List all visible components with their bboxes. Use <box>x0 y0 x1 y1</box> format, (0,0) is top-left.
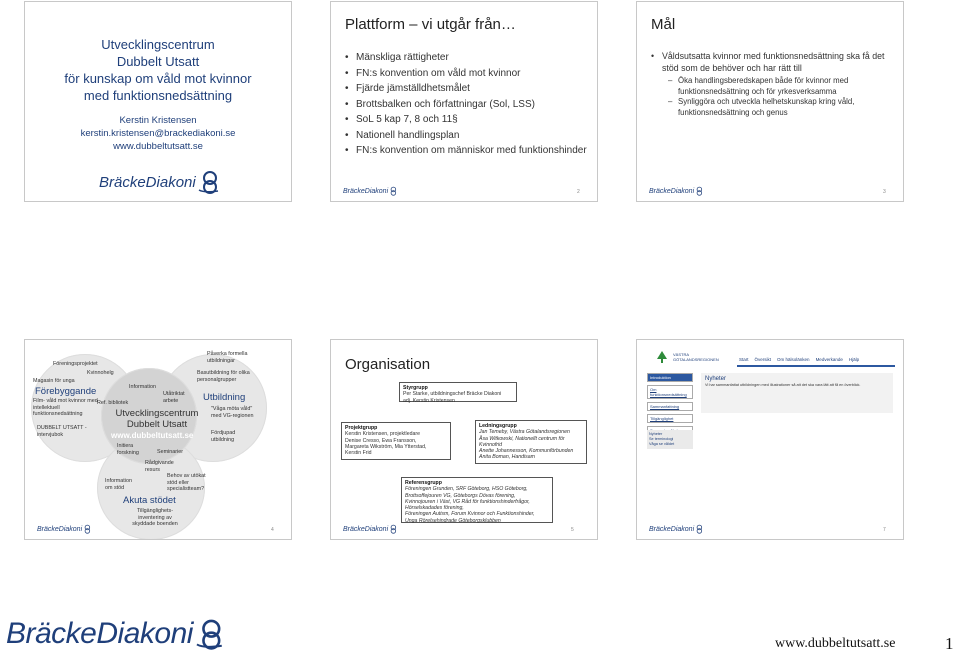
title-line: för kunskap om våld mot kvinnor <box>64 71 252 86</box>
title-line: Dubbelt Utsatt <box>116 54 200 69</box>
logo-mark-icon <box>193 617 227 651</box>
box-line: Unga Rörelsehindrade Göteborgsklubben <box>405 517 501 524</box>
slide-4 <box>24 339 292 540</box>
bullet-item: • SoL 5 kap 7, 8 och 11§ <box>345 112 587 128</box>
logo-text: BräckeDiakoni <box>343 525 389 533</box>
box-line: adj. Kerstin Kristensen <box>403 397 455 404</box>
footer-url: www.dubbeltutsatt.se <box>775 636 896 651</box>
venn-label: Basutbildning för olika personalgrupper <box>197 370 250 383</box>
slide-6 <box>636 339 904 540</box>
box-line: Kvinnofrid <box>479 441 503 448</box>
venn-center-title <box>109 408 205 430</box>
bullet-item: • Fjärde jämställdhetsmålet <box>345 81 587 97</box>
slide-1-title <box>25 36 291 104</box>
venn-label: Information <box>129 384 156 390</box>
slide-5 <box>330 339 598 540</box>
box-line: Per Starke, utbildningschef Bräcke Diakoni <box>403 391 502 398</box>
venn-label: Magasin för unga <box>33 378 75 384</box>
box-line: Brottsoffejouren VG, Göteborgs Dövas förening, <box>405 492 516 499</box>
nav-rule <box>737 365 895 367</box>
nav-link[interactable]: Hjälp <box>848 357 860 362</box>
sub-bullet-item: – Synliggöra och utveckla helhetskunskap kring våld, funktionsnedsättning och genus <box>668 97 893 118</box>
sub-bullet-item: – Öka handlingsberedskapen både för kvinnor med funktionsnedsättning och för yrkesverksamma <box>668 76 893 97</box>
slide-1-contact <box>25 114 291 153</box>
bracke-logo <box>99 170 222 194</box>
venn-label: Film- våld mot kvinnor med intellektuell funktionsnedsättning <box>33 398 98 417</box>
box-line: Kerstin Frid <box>345 450 372 457</box>
box-heading: Projektgrupp <box>345 425 378 431</box>
logo-mark-icon <box>388 524 398 534</box>
vgr-tree-icon <box>655 350 669 364</box>
website-header <box>647 348 895 368</box>
side-line[interactable]: Se terminologi <box>649 437 674 441</box>
box-heading: Styrgrupp <box>403 385 428 391</box>
venn-label: Behov av utökat stöd eller specialistteam? <box>167 473 206 492</box>
bracke-logo <box>37 524 92 534</box>
slide-number: 2 <box>577 189 580 195</box>
logo-text: BräckeDiakoni <box>649 187 695 195</box>
website-brand: VÄSTRA GÖTALANDSREGIONEN <box>673 352 719 362</box>
website-nav <box>739 357 859 362</box>
bullet-item: • Nationell handlingsplan <box>345 128 587 144</box>
styrgrupp-box <box>399 382 517 402</box>
box-heading: Ledningsgrupp <box>479 423 517 429</box>
box-line: Denise Cresso, Ewa Fransson, <box>345 437 417 444</box>
slide-3-title: Mål <box>651 16 676 33</box>
venn-label: Påverka formella utbildningar <box>207 351 248 364</box>
venn-center-url: www.dubbeltutsatt.se <box>111 431 194 440</box>
bracke-logo <box>649 186 704 196</box>
slide-number: 7 <box>883 527 886 533</box>
bracke-logo <box>343 186 398 196</box>
venn-label: Information om stöd <box>105 478 132 491</box>
venn-label: Tillgänglighets-inventering av skyddade boenden <box>132 508 178 527</box>
website-news-panel <box>701 373 893 413</box>
box-line: Hörselskadades förening, <box>405 505 464 512</box>
menu-item[interactable]: Tillgänglighet <box>647 414 693 423</box>
venn-label: Rådgivande resurs <box>145 460 174 473</box>
bullet-item: • Brottsbalken och författningar (Sol, LSS) <box>345 97 587 113</box>
slide-2 <box>330 1 598 202</box>
page-number: 1 <box>945 634 954 653</box>
website-left-menu <box>647 373 693 438</box>
footer-bracke-logo <box>6 617 227 651</box>
contact-name: Kerstin Kristensen <box>119 115 197 126</box>
center-title-line: Dubbelt Utsatt <box>126 419 188 430</box>
slide-1 <box>24 1 292 202</box>
contact-email: kerstin.kristensen@brackediakoni.se <box>80 128 236 139</box>
slide-3 <box>636 1 904 202</box>
box-heading: Referensgrupp <box>405 480 442 486</box>
bracke-logo <box>649 524 704 534</box>
referensgrupp-box <box>401 477 553 523</box>
box-line: Kerstin Kristensen, projektledare <box>345 431 420 438</box>
sub-bullets <box>668 76 893 118</box>
slide-5-title: Organisation <box>345 356 431 373</box>
website-side-box <box>647 430 693 449</box>
box-line: Föreningen Autism, Forum Kvinnor och Funktionshinder, <box>405 511 535 518</box>
box-line: Margareta Wikström, Mia Ytterstad, <box>345 443 427 450</box>
menu-item[interactable]: Introduktion <box>647 373 693 382</box>
logo-mark-icon <box>82 524 92 534</box>
bullet-item: • FN:s konvention om våld mot kvinnor <box>345 66 587 82</box>
slide-number: 3 <box>883 189 886 195</box>
venn-heading-utbildning: Utbildning <box>203 392 246 403</box>
box-line: Anita Boman, Handisam <box>479 454 535 461</box>
logo-mark-icon <box>694 186 704 196</box>
logo-text: BräckeDiakoni <box>37 525 83 533</box>
news-heading: Nyheter <box>705 376 727 382</box>
venn-heading-forebyggande: Förebyggande <box>35 386 97 397</box>
slide-3-bullets <box>651 50 893 118</box>
logo-text: BräckeDiakoni <box>99 173 196 191</box>
nav-link[interactable]: Översikt <box>754 357 772 362</box>
slide-2-bullets <box>345 50 587 159</box>
box-line: Åsa Witkowski, Nationellt centrum för <box>479 435 565 442</box>
logo-text: BräckeDiakoni <box>649 525 695 533</box>
contact-url: www.dubbeltutsatt.se <box>113 141 203 152</box>
slide-2-title: Plattform – vi utgår från… <box>345 16 516 33</box>
news-text: Vi har sammanfattat utbildningen med illustrationer så att det ska vara lätt att få en överblick. <box>705 383 861 387</box>
bullet-item: • Mänskliga rättigheter <box>345 50 587 66</box>
venn-heading-akuta-stodet: Akuta stödet <box>123 495 176 506</box>
venn-label: DUBBELT UTSATT - intervjubok <box>37 425 87 438</box>
venn-label: "Våga möta våld" med VG-regionen <box>211 406 254 419</box>
nav-link[interactable]: Medverkande <box>815 357 843 362</box>
center-title-line: Utvecklingscentrum <box>115 408 199 419</box>
nav-link[interactable]: Om hälsolänken <box>777 357 810 362</box>
bullet-item <box>651 50 893 118</box>
venn-label: Utåtriktat arbete <box>163 391 185 404</box>
ledningsgrupp-box <box>475 420 587 464</box>
side-line[interactable]: Våga se våldet <box>649 442 675 446</box>
venn-label: Föreningsprojektet <box>53 361 98 367</box>
projektgrupp-box <box>341 422 451 460</box>
logo-mark-icon <box>388 186 398 196</box>
venn-label: Ref. bibliotek <box>97 400 129 406</box>
logo-mark-icon <box>196 170 222 194</box>
venn-label: Kvinnohelg <box>87 370 114 376</box>
venn-label: Initiera forskning <box>117 443 139 456</box>
logo-text: BräckeDiakoni <box>6 617 193 650</box>
title-line: med funktionsnedsättning <box>83 88 233 103</box>
box-line: Jan Temeby, Västra Götalandsregionen <box>479 429 570 436</box>
bullet-item: • FN:s konvention om människor med funktionshinder <box>345 143 587 159</box>
bracke-logo <box>343 524 398 534</box>
box-line: Kvinnojouren i Väst, VG Råd för funktionshinderfrågor, <box>405 498 530 505</box>
box-line: Anette Johannesson, Kommunförbunden <box>479 448 574 455</box>
slide-number: 5 <box>571 527 574 533</box>
side-line: Nyheter <box>649 432 663 436</box>
logo-mark-icon <box>694 524 704 534</box>
venn-label: Seminarier <box>157 449 184 455</box>
bullet-text: Våldsutsatta kvinnor med funktionsnedsättning ska få det stöd som de behöver och har rätt till <box>662 51 885 73</box>
nav-link[interactable]: Start <box>739 357 749 362</box>
venn-label: Fördjupad utbildning <box>211 430 236 443</box>
title-line: Utvecklingscentrum <box>101 37 215 52</box>
menu-item[interactable]: Om funktionsnedsättning <box>647 385 693 399</box>
slide-number: 4 <box>271 527 274 533</box>
logo-text: BräckeDiakoni <box>343 187 389 195</box>
box-line: Föreningen Grunden, SRF Göteborg, HSO Göteborg, <box>405 486 528 493</box>
menu-item[interactable]: Sammanfattning <box>647 402 693 411</box>
